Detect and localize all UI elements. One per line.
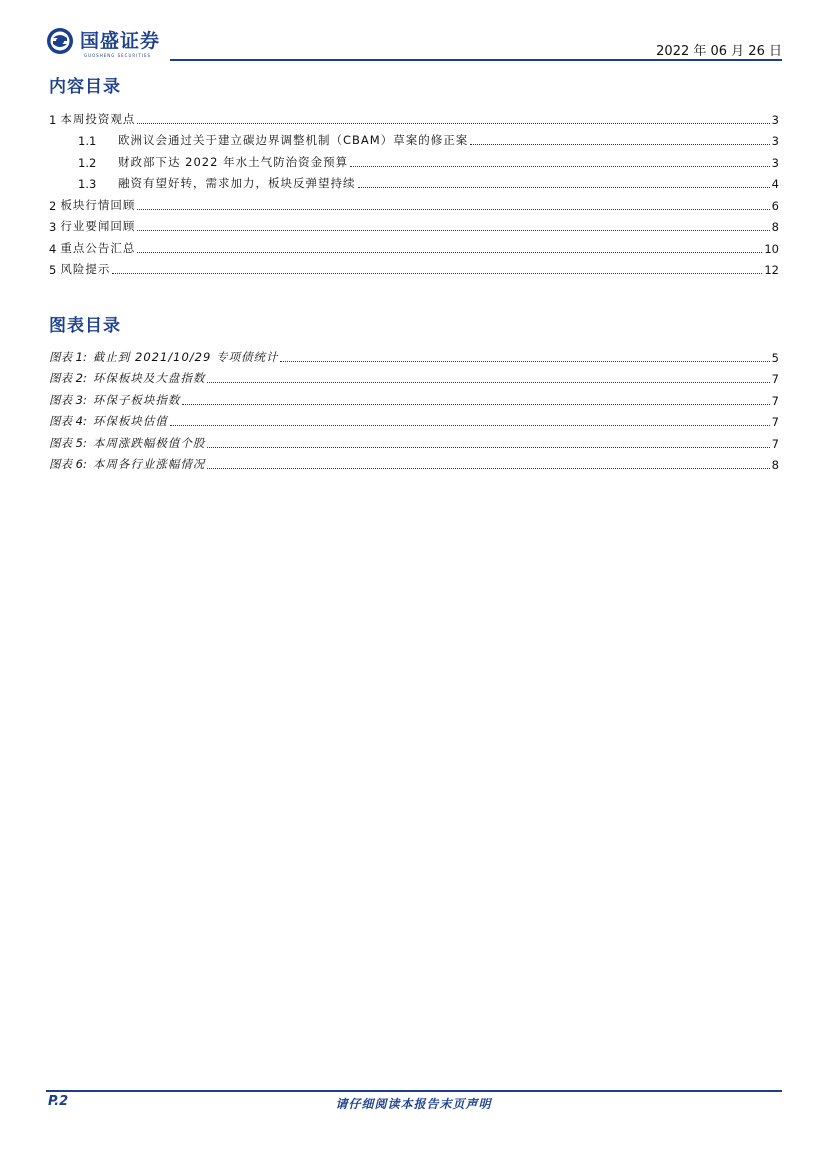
toc-entry-number: 3 [49,220,57,234]
toc-entry-text: 风险提示 [60,262,111,276]
figure-entry[interactable] [49,365,779,387]
footer-divider [46,1090,782,1092]
figure-entry-text: 本周涨跌幅极值个股 [92,435,206,450]
toc-entry-text: 重点公告汇总 [60,240,136,255]
dot-leader [350,165,770,167]
figure-entry-page: 5 [771,350,779,365]
list-of-figures [49,343,779,472]
figure-entry-text: 截止到 2021/10/29 专项债统计 [92,349,279,364]
disclaimer-note: 请仔细阅读本报告末页声明 [335,1097,492,1111]
toc-entry-page: 4 [771,177,779,191]
toc-entry-number: 1.2 [78,155,97,170]
toc-entry-number: 1 [49,112,57,127]
toc-entry-page: 6 [771,198,779,213]
toc-entry[interactable] [49,170,779,192]
guosheng-logo-icon [46,27,74,55]
toc-entry-text: 融资有望好转，需求加力，板块反弹望持续 [118,176,356,190]
toc-entry-number: 4 [49,241,57,256]
toc-entry-page: 10 [764,241,779,256]
dot-leader [207,446,769,448]
figure-entry-page: 7 [771,436,779,451]
header-divider [170,59,782,61]
page-header [46,22,782,62]
toc-entry-page: 3 [771,155,779,170]
figure-entry[interactable] [49,451,779,473]
toc-entry[interactable] [49,256,779,278]
dot-leader [358,186,770,188]
dot-leader [137,229,769,231]
dot-leader [137,208,769,210]
toc-entry-page: 12 [764,263,779,277]
brand-logo [46,26,160,56]
dot-leader [112,272,762,274]
toc-entry-text: 欧洲议会通过关于建立碳边界调整机制（CBAM）草案的修正案 [118,133,469,147]
figure-entry-text: 环保板块估值 [92,414,168,428]
figure-entry[interactable] [49,386,779,408]
dot-leader [170,424,770,426]
figure-entry-page: 8 [771,458,779,472]
brand-subtitle: GUOSHENG SECURITIES [84,53,152,58]
figure-entry-page: 7 [771,372,779,386]
toc-entry-number: 2 [49,198,57,213]
figure-entry-label: 图表 6: [49,457,87,471]
figure-entry-text: 环保板块及大盘指数 [92,371,206,385]
toc-entry-number: 5 [49,263,57,277]
toc-entry-text: 行业要闻回顾 [60,219,136,233]
toc-entry-page: 8 [771,220,779,234]
page-number: P.2 [48,1094,69,1109]
dot-leader [182,403,769,405]
dot-leader [470,143,769,145]
toc-entry[interactable] [49,191,779,213]
table-of-contents [49,105,779,277]
dot-leader [137,122,769,124]
dot-leader [280,360,769,362]
brand-name: 国盛证券 [80,30,161,52]
toc-entry-page: 3 [771,112,779,127]
toc-entry-text: 板块行情回顾 [60,197,136,212]
dot-leader [137,251,762,253]
figure-entry-text: 环保子板块指数 [92,392,181,407]
figure-entry-label: 图表 4: [49,414,87,428]
figure-entry-label: 图表 1: [49,349,87,364]
figure-entry-page: 7 [771,415,779,429]
figure-entry-label: 图表 2: [49,371,87,385]
toc-entry-number: 1.3 [78,177,97,191]
toc-entry-number: 1.1 [78,134,97,148]
toc-entry-text: 本周投资观点 [60,111,136,126]
figure-entry[interactable] [49,429,779,451]
figure-entry-label: 图表 5: [49,435,87,450]
toc-title: 内容目录 [49,77,121,97]
figure-entry[interactable] [49,408,779,430]
dot-leader [207,467,769,469]
toc-entry[interactable] [49,105,779,127]
toc-entry[interactable] [49,148,779,170]
toc-entry[interactable] [49,127,779,149]
report-date: 2022 年 06 月 26 日 [656,44,782,59]
figure-entry-label: 图表 3: [49,392,87,407]
figure-entry[interactable] [49,343,779,365]
dot-leader [207,381,769,383]
figure-entry-text: 本周各行业涨幅情况 [92,457,206,471]
toc-entry[interactable] [49,234,779,256]
figure-entry-page: 7 [771,393,779,408]
toc-entry-page: 3 [771,134,779,148]
toc-entry[interactable] [49,213,779,235]
figures-title: 图表目录 [49,316,121,336]
toc-entry-text: 财政部下达 2022 年水土气防治资金预算 [118,154,349,169]
